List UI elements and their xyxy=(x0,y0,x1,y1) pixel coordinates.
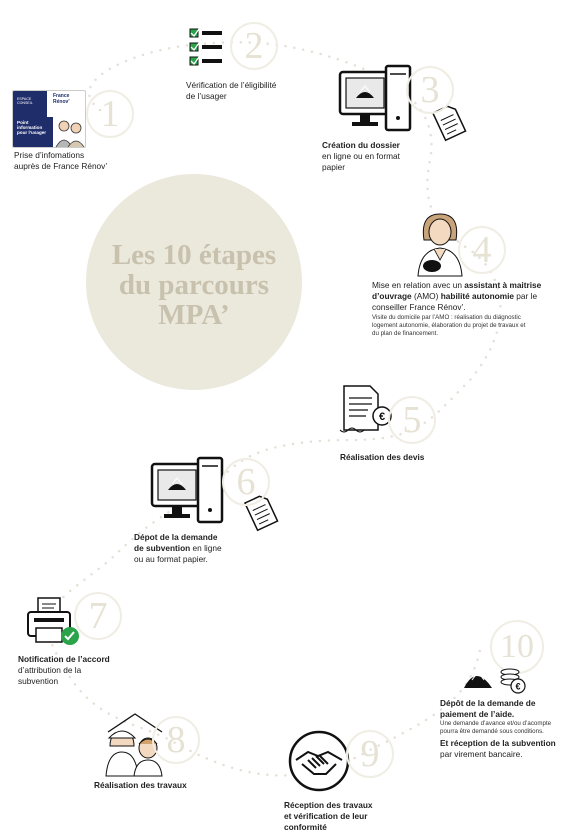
step-10-number: 10 xyxy=(490,620,544,674)
computer-icon xyxy=(150,456,232,528)
step-10-text-2: Et réception de la subvention par virement bancaire. xyxy=(440,738,556,759)
step-2-number: 2 xyxy=(230,22,278,70)
step-9-number: 9 xyxy=(346,730,394,778)
badge-top-line: ESPACE xyxy=(17,97,32,101)
step-4-note: Visite du domicile par l’AMO : réalisation du diagnostic logement autonomie, élaboration du projet de travaux et du plan de financement. xyxy=(372,314,526,337)
step-4-number: 4 xyxy=(458,226,506,274)
step-7-number: 7 xyxy=(74,592,122,640)
svg-text:€: € xyxy=(378,411,386,423)
step-5-text: Réalisation des devis xyxy=(340,452,425,462)
badge-body-line: information xyxy=(17,125,43,131)
page-title: Les 10 étapes du parcours MPA’ xyxy=(111,239,277,331)
step-1-text: Prise d’infomations auprès de France Rénov’ xyxy=(14,150,108,171)
step-10-note: Une demande d’avance et/ou d’acompte pourra être demandé sous conditions. xyxy=(440,720,552,735)
badge-top-line: CONSEIL xyxy=(17,101,33,105)
step-3-number: 3 xyxy=(406,66,454,114)
step-10-text: Dépôt de la demande de paiement de l’aide. xyxy=(440,698,536,719)
step-6-number: 6 xyxy=(222,458,270,506)
step-8-text: Réalisation des travaux xyxy=(94,780,187,790)
step-7-text: Notification de l’accord d’attribution de la subvention xyxy=(18,654,110,686)
step-6-text: Dépot de la demande de subvention en ligne ou au format papier. xyxy=(134,532,222,564)
step-4-text: Mise en relation avec un assistant à maitrise d’ouvrage (AMO) habilité autonomie par le conseiller France Rénov’. xyxy=(372,280,542,312)
invoice-euro-icon xyxy=(338,384,394,436)
badge-body-line: pour l’usager xyxy=(17,130,47,136)
badge-body-line: Point xyxy=(17,120,29,125)
step-8-number: 8 xyxy=(152,716,200,764)
step-2-text: Vérification de l’éligibilité de l’usager xyxy=(186,80,277,101)
people-icon xyxy=(53,117,85,147)
france-renov-badge xyxy=(12,90,86,148)
badge-brand: Rénov’ xyxy=(53,98,70,105)
coins-euro-icon xyxy=(462,660,528,696)
badge-brand: France xyxy=(53,93,70,99)
svg-text:€: € xyxy=(515,681,521,692)
checklist-icon xyxy=(188,26,224,70)
step-5-number: 5 xyxy=(388,396,436,444)
step-9-text: Réception des travaux et vérification de leur conformité xyxy=(284,800,373,832)
handshake-icon xyxy=(288,730,350,792)
step-1-number: 1 xyxy=(86,90,134,138)
step-3-text: Création du dossier en ligne ou en format papier xyxy=(322,140,400,172)
